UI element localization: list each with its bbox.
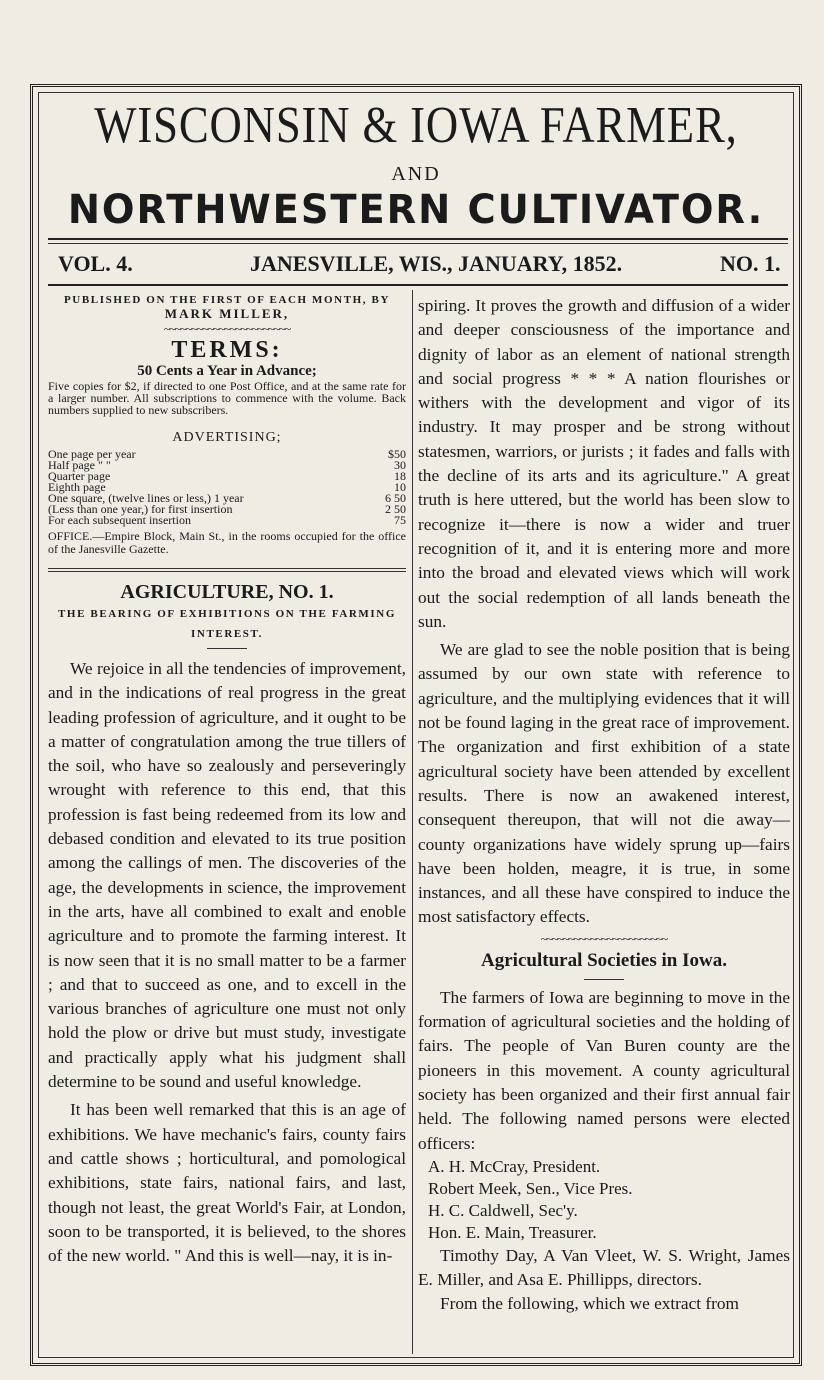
paragraph: Timothy Day, A Van Vleet, W. S. Wright, James E. Miller, and Asa E. Phillipps, directors. bbox=[418, 1245, 790, 1290]
paragraph: spiring. It proves the growth and diffusion of a wider and deeper consciousness of the importance and dignity of labor as an element of national strength and social progress * * * A nation flourishes or withers with the development and vigor of its industry. It may prosper and be strong without statesmen, warriors, or jurists ; it fades and falls with the decline of its arts and its agriculture." A great truth is here uttered, but the world has been slow to recognize it—there is now a wider and truer recognition of it, and it is entering more and more into the broad and elevated views which will work out the social redemption of all lands beneath the sun. bbox=[418, 296, 790, 631]
officer-entry: A. H. McCray, President. bbox=[428, 1156, 601, 1176]
decorative-rule: ~~~~~~~~~~~~~~~~~~~~~~~ bbox=[540, 931, 668, 946]
place-date: JANESVILLE, WIS., JANUARY, 1852. bbox=[250, 251, 623, 276]
article-title: AGRICULTURE, NO. 1. bbox=[120, 581, 334, 603]
advertising-heading: ADVERTISING; bbox=[172, 430, 282, 445]
section-rule bbox=[48, 568, 406, 569]
officer-entry: Hon. E. Main, Treasurer. bbox=[428, 1222, 597, 1242]
terms-details: Five copies for $2, if directed to one Post Office, and at the same rate for a larger number. All subscriptions to commence with the volume. Back numbers supplied to new subscribers. bbox=[48, 379, 406, 417]
paragraph: From the following, which we extract from bbox=[440, 1294, 739, 1314]
paragraph: We rejoice in all the tendencies of improvement, and in the indications of real progress in the great leading profession of agriculture, and it ought to be a matter of congratulation among the true tillers of the soil, who have so zealously and perseveringly wrought with reference to this end, that this profession is fast being redeemed from its low and debased condition and elevated to its true position among the callings of men. The discoveries of the age, the developments in science, the improvement in the arts, have all combined to exalt and enoble agriculture and to promote the farming interest. It is now seen that it is no small matter to be a farmer ; and that to succeed as one, and to excell in the various branches of agriculture one must not only hold the plow or drive but must study, investigate and practically apply what his judgment shall determine to be sound and useful knowledge. bbox=[48, 659, 406, 1092]
rate-row: Half page " " 30 bbox=[48, 458, 406, 472]
article-body bbox=[48, 657, 406, 1268]
publisher-name: MARK MILLER, bbox=[164, 306, 290, 321]
masthead-rule-bottom bbox=[48, 243, 788, 244]
dateline-rule bbox=[48, 284, 788, 286]
rate-row: One square, (twelve lines or less,) 1 year 6 50 bbox=[48, 491, 406, 505]
article-title: Agricultural Societies in Iowa. bbox=[481, 949, 727, 971]
subscription-price: 50 Cents a Year in Advance; bbox=[137, 363, 317, 379]
officer-entry: H. C. Caldwell, Sec'y. bbox=[428, 1200, 578, 1220]
article-iowa-body bbox=[418, 986, 790, 1156]
article-iowa-body bbox=[418, 1244, 790, 1317]
article-subtitle: THE BEARING OF EXHIBITIONS ON THE FARMING INTEREST. bbox=[58, 608, 396, 640]
masthead-title: WISCONSIN & IOWA FARMER, bbox=[94, 97, 738, 154]
office-notice: OFFICE.—Empire Block, Main St., in the rooms occupied for the office of the Janesville Gazette. bbox=[48, 529, 406, 556]
advertising-rates bbox=[48, 449, 406, 526]
issue-number: NO. 1. bbox=[720, 251, 781, 276]
rate-row: For each subsequent insertion 75 bbox=[48, 513, 406, 527]
publisher-line: PUBLISHED ON THE FIRST OF EACH MONTH, BY bbox=[63, 294, 390, 306]
paragraph: It has been well remarked that this is an age of exhibitions. We have mechanic's fairs, county fairs and cattle shows ; horticultural, and pomological exhibitions, state fairs, national fairs, and last, though not least, the great World's Fair, at London, soon to be transported, it is believed, to the shores of the new world. " And this is well—nay, it is in- bbox=[48, 1100, 406, 1266]
short-rule bbox=[207, 648, 247, 649]
rate-row: One page per year $50 bbox=[48, 447, 406, 461]
masthead-subtitle: NORTHWESTERN CULTIVATOR. bbox=[67, 187, 765, 233]
volume-label: VOL. 4. bbox=[58, 251, 133, 276]
rate-row: (Less than one year,) for first insertion 2 50 bbox=[48, 502, 406, 516]
article-body-continued bbox=[418, 294, 790, 930]
officer-list bbox=[418, 1156, 790, 1244]
article-agriculture bbox=[48, 580, 406, 1268]
decorative-rule: ~~~~~~~~~~~~~~~~~~~~~~~ bbox=[163, 322, 291, 336]
paragraph: We are glad to see the noble position that is being assumed by our own state with reference to agriculture, and the multiplying evidences that it will not be found laging in the great race of improvement. The organization and first exhibition of a state agricultural society have been attended by excellent results. There is now an awakened interest, consequent thereupon, that will not die away—county organizations have widely sprung up—fairs have been holden, meagre, it is true, in some instances, and all these have conspired to induce the most satisfactory effects. bbox=[418, 640, 790, 927]
terms-heading: TERMS: bbox=[171, 337, 283, 363]
left-column bbox=[48, 294, 406, 556]
rate-row: Eighth page 10 bbox=[48, 480, 406, 494]
paragraph: The farmers of Iowa are beginning to move in the formation of agricultural societies and the holding of fairs. The people of Van Buren county are the pioneers in this movement. A county agricultural society has been organized and their first annual fair held. The following named persons were elected officers: bbox=[418, 987, 790, 1153]
rate-row: Quarter page 18 bbox=[48, 469, 406, 483]
officer-entry: Robert Meek, Sen., Vice Pres. bbox=[428, 1178, 633, 1198]
right-column bbox=[418, 294, 790, 1317]
masthead-rule-top bbox=[48, 238, 788, 240]
masthead-and: AND bbox=[391, 163, 441, 185]
section-rule bbox=[48, 571, 406, 572]
short-rule bbox=[584, 979, 624, 980]
column-divider bbox=[412, 290, 413, 1354]
